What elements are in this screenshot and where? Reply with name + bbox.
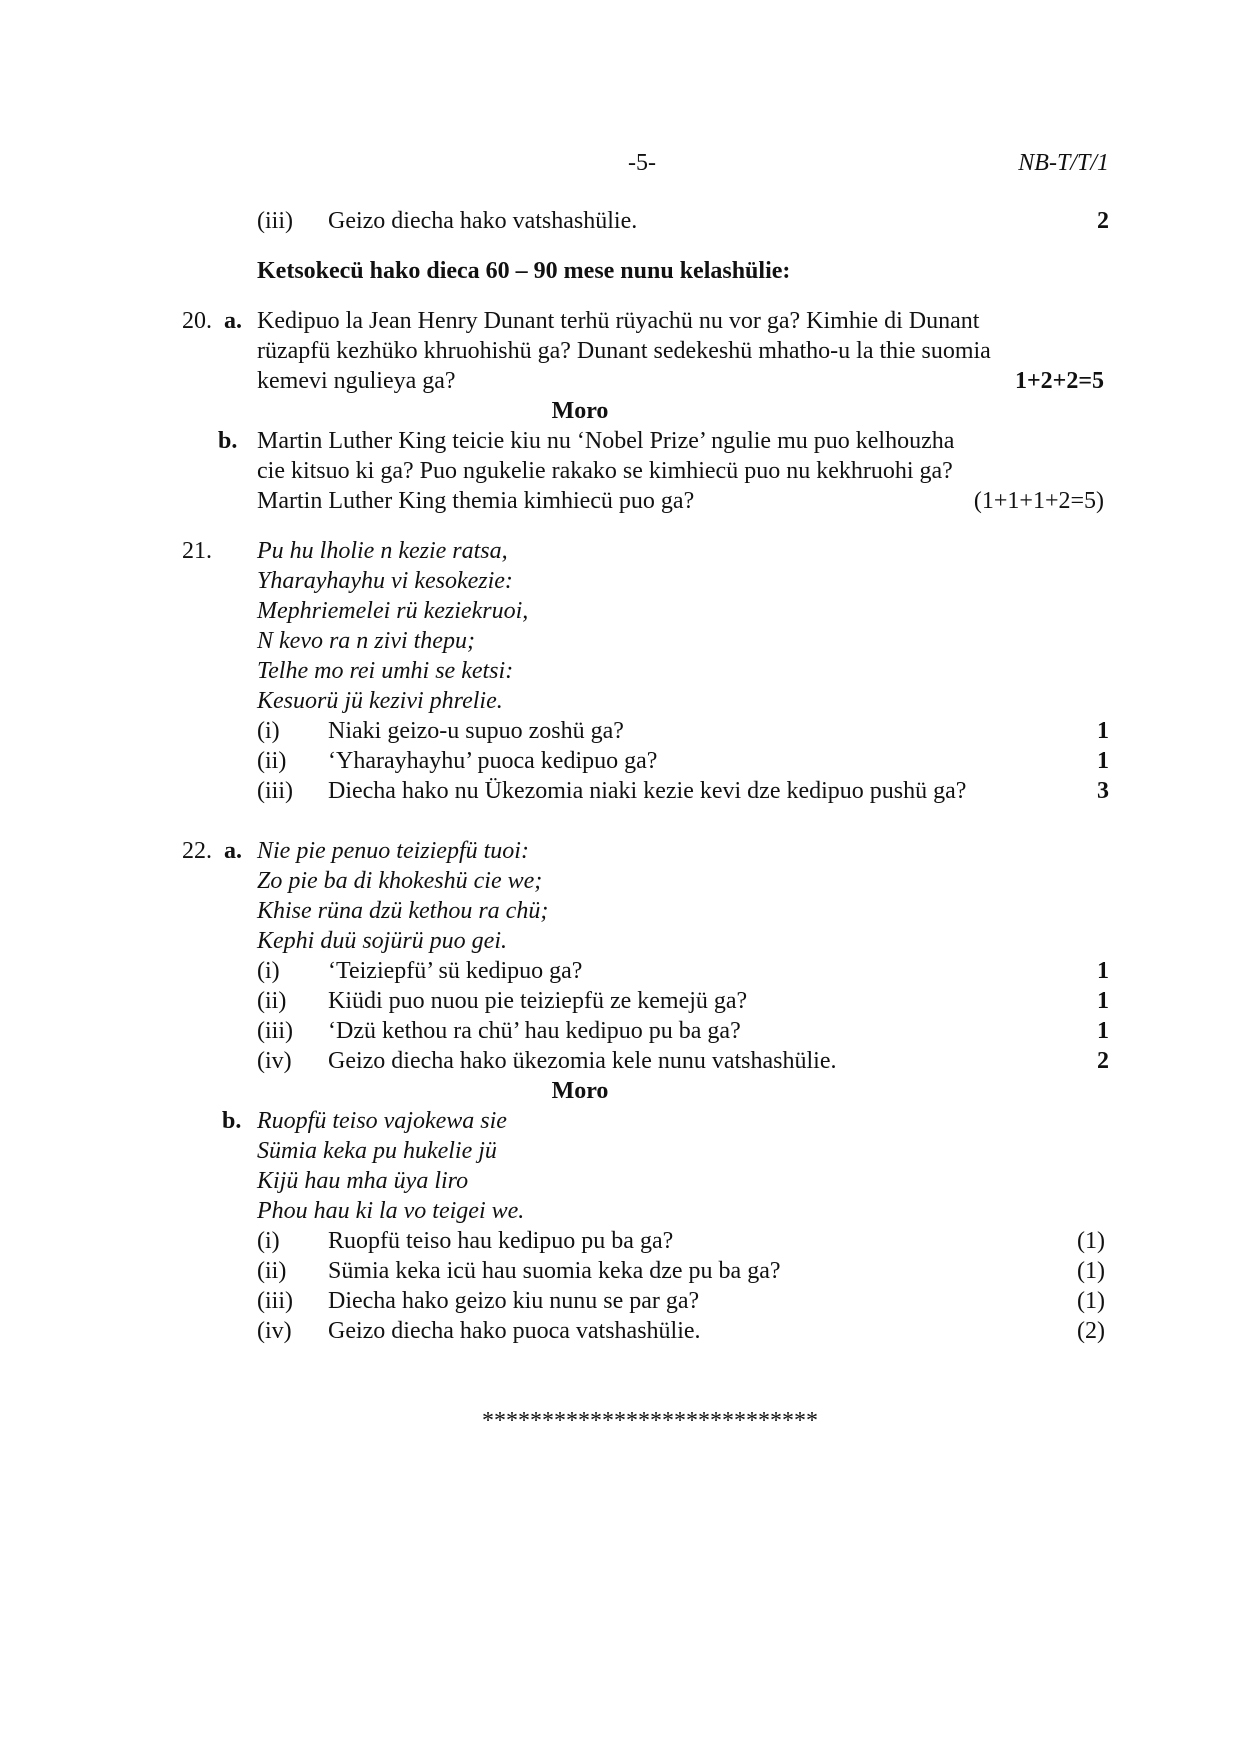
question-marks: 1+2+2=5 xyxy=(1014,368,1104,394)
question-line: cie kitsuo ki ga? Puo ngukelie rakako se kimhiecü puo nu kekhruohi ga? xyxy=(257,458,953,484)
item-text: Sümia keka icü hau suomia keka dze pu ba ga? xyxy=(328,1258,781,1284)
item-text: ‘Dzü kethou ra chü’ hau kedipuo pu ba ga? xyxy=(328,1018,741,1044)
sub-question-label: b. xyxy=(222,1108,242,1134)
item-text: Diecha hako geizo kiu nunu se par ga? xyxy=(328,1288,700,1314)
item-number: (iii) xyxy=(257,1288,293,1314)
item-marks: (1) xyxy=(1077,1258,1105,1284)
poem-line: Kephi duü sojürü puo gei. xyxy=(257,928,507,954)
poem-line: Sümia keka pu hukelie jü xyxy=(257,1138,497,1164)
item-text: Ruopfü teiso hau kedipuo pu ba ga? xyxy=(328,1228,674,1254)
item-text: Niaki geizo-u supuo zoshü ga? xyxy=(328,718,624,744)
item-marks: 1 xyxy=(1097,1018,1109,1044)
poem-line: Kijü hau mha üya liro xyxy=(257,1168,469,1194)
sub-question-label: a. xyxy=(224,308,242,334)
poem-line: Phou hau ki la vo teigei we. xyxy=(257,1198,525,1224)
or-separator: Moro xyxy=(551,1078,609,1104)
item-number: (iii) xyxy=(257,778,293,804)
poem-line: Khise rüna dzü kethou ra chü; xyxy=(257,898,549,924)
question-line: Martin Luther King teicie kiu nu ‘Nobel Prize’ ngulie mu puo kelhouzha xyxy=(257,428,955,454)
item-number: (i) xyxy=(257,1228,280,1254)
poem-line: Nie pie penuo teiziepfü tuoi: xyxy=(257,838,529,864)
item-text: Geizo diecha hako puoca vatshashülie. xyxy=(328,1318,701,1344)
item-text: ‘Yharayhayhu’ puoca kedipuo ga? xyxy=(328,748,658,774)
item-number: (iii) xyxy=(257,1018,293,1044)
question-line: rüzapfü kezhüko khruohishü ga? Dunant sedekeshü mhatho-u la thie suomia xyxy=(257,338,991,364)
item-marks: 1 xyxy=(1097,718,1109,744)
poem-line: Kesuorü jü kezivi phrelie. xyxy=(257,688,503,714)
item-number: (iv) xyxy=(257,1048,292,1074)
item-text: ‘Teiziepfü’ sü kedipuo ga? xyxy=(328,958,583,984)
item-marks: 3 xyxy=(1097,778,1109,804)
item-number: (iii) xyxy=(257,208,293,234)
question-line: Kedipuo la Jean Henry Dunant terhü rüyachü nu vor ga? Kimhie di Dunant xyxy=(257,308,980,334)
item-text: Geizo diecha hako vatshashülie. xyxy=(328,208,638,234)
question-line: Martin Luther King themia kimhiecü puo ga? xyxy=(257,488,695,514)
item-number: (ii) xyxy=(257,748,287,774)
paper-code: NB-T/T/1 xyxy=(1018,150,1109,176)
poem-line: Zo pie ba di khokeshü cie we; xyxy=(257,868,543,894)
poem-line: Ruopfü teiso vajokewa sie xyxy=(257,1108,507,1134)
item-marks: (1) xyxy=(1077,1288,1105,1314)
poem-line: Mephriemelei rü keziekruoi, xyxy=(257,598,529,624)
item-number: (iv) xyxy=(257,1318,292,1344)
item-marks: 1 xyxy=(1097,958,1109,984)
poem-line: Yharayhayhu vi kesokezie: xyxy=(257,568,513,594)
item-text: Diecha hako nu Ükezomia niaki kezie kevi dze kedipuo pushü ga? xyxy=(328,778,967,804)
question-number: 20. xyxy=(182,308,212,334)
item-marks: 1 xyxy=(1097,988,1109,1014)
sub-question-label: a. xyxy=(224,838,242,864)
section-instruction: Ketsokecü hako dieca 60 – 90 mese nunu kelashülie: xyxy=(257,258,791,284)
item-marks: 2 xyxy=(1097,1048,1109,1074)
poem-line: Telhe mo rei umhi se ketsi: xyxy=(257,658,514,684)
item-text: Geizo diecha hako ükezomia kele nunu vatshashülie. xyxy=(328,1048,837,1074)
item-marks: (2) xyxy=(1077,1318,1105,1344)
page-number: -5- xyxy=(628,150,656,176)
or-separator: Moro xyxy=(551,398,609,424)
poem-line: Pu hu lholie n kezie ratsa, xyxy=(257,538,508,564)
poem-line: N kevo ra n zivi thepu; xyxy=(257,628,475,654)
item-marks: 2 xyxy=(1097,208,1109,234)
question-number: 21. xyxy=(182,538,212,564)
question-marks: (1+1+1+2=5) xyxy=(973,488,1104,514)
item-number: (i) xyxy=(257,718,280,744)
item-marks: 1 xyxy=(1097,748,1109,774)
item-number: (ii) xyxy=(257,988,287,1014)
question-line: kemevi ngulieya ga? xyxy=(257,368,456,394)
item-number: (i) xyxy=(257,958,280,984)
item-number: (ii) xyxy=(257,1258,287,1284)
item-text: Kiüdi puo nuou pie teiziepfü ze kemejü ga? xyxy=(328,988,748,1014)
item-marks: (1) xyxy=(1077,1228,1105,1254)
question-number: 22. xyxy=(182,838,212,864)
end-of-paper-stars: **************************** xyxy=(482,1408,818,1434)
sub-question-label: b. xyxy=(218,428,238,454)
